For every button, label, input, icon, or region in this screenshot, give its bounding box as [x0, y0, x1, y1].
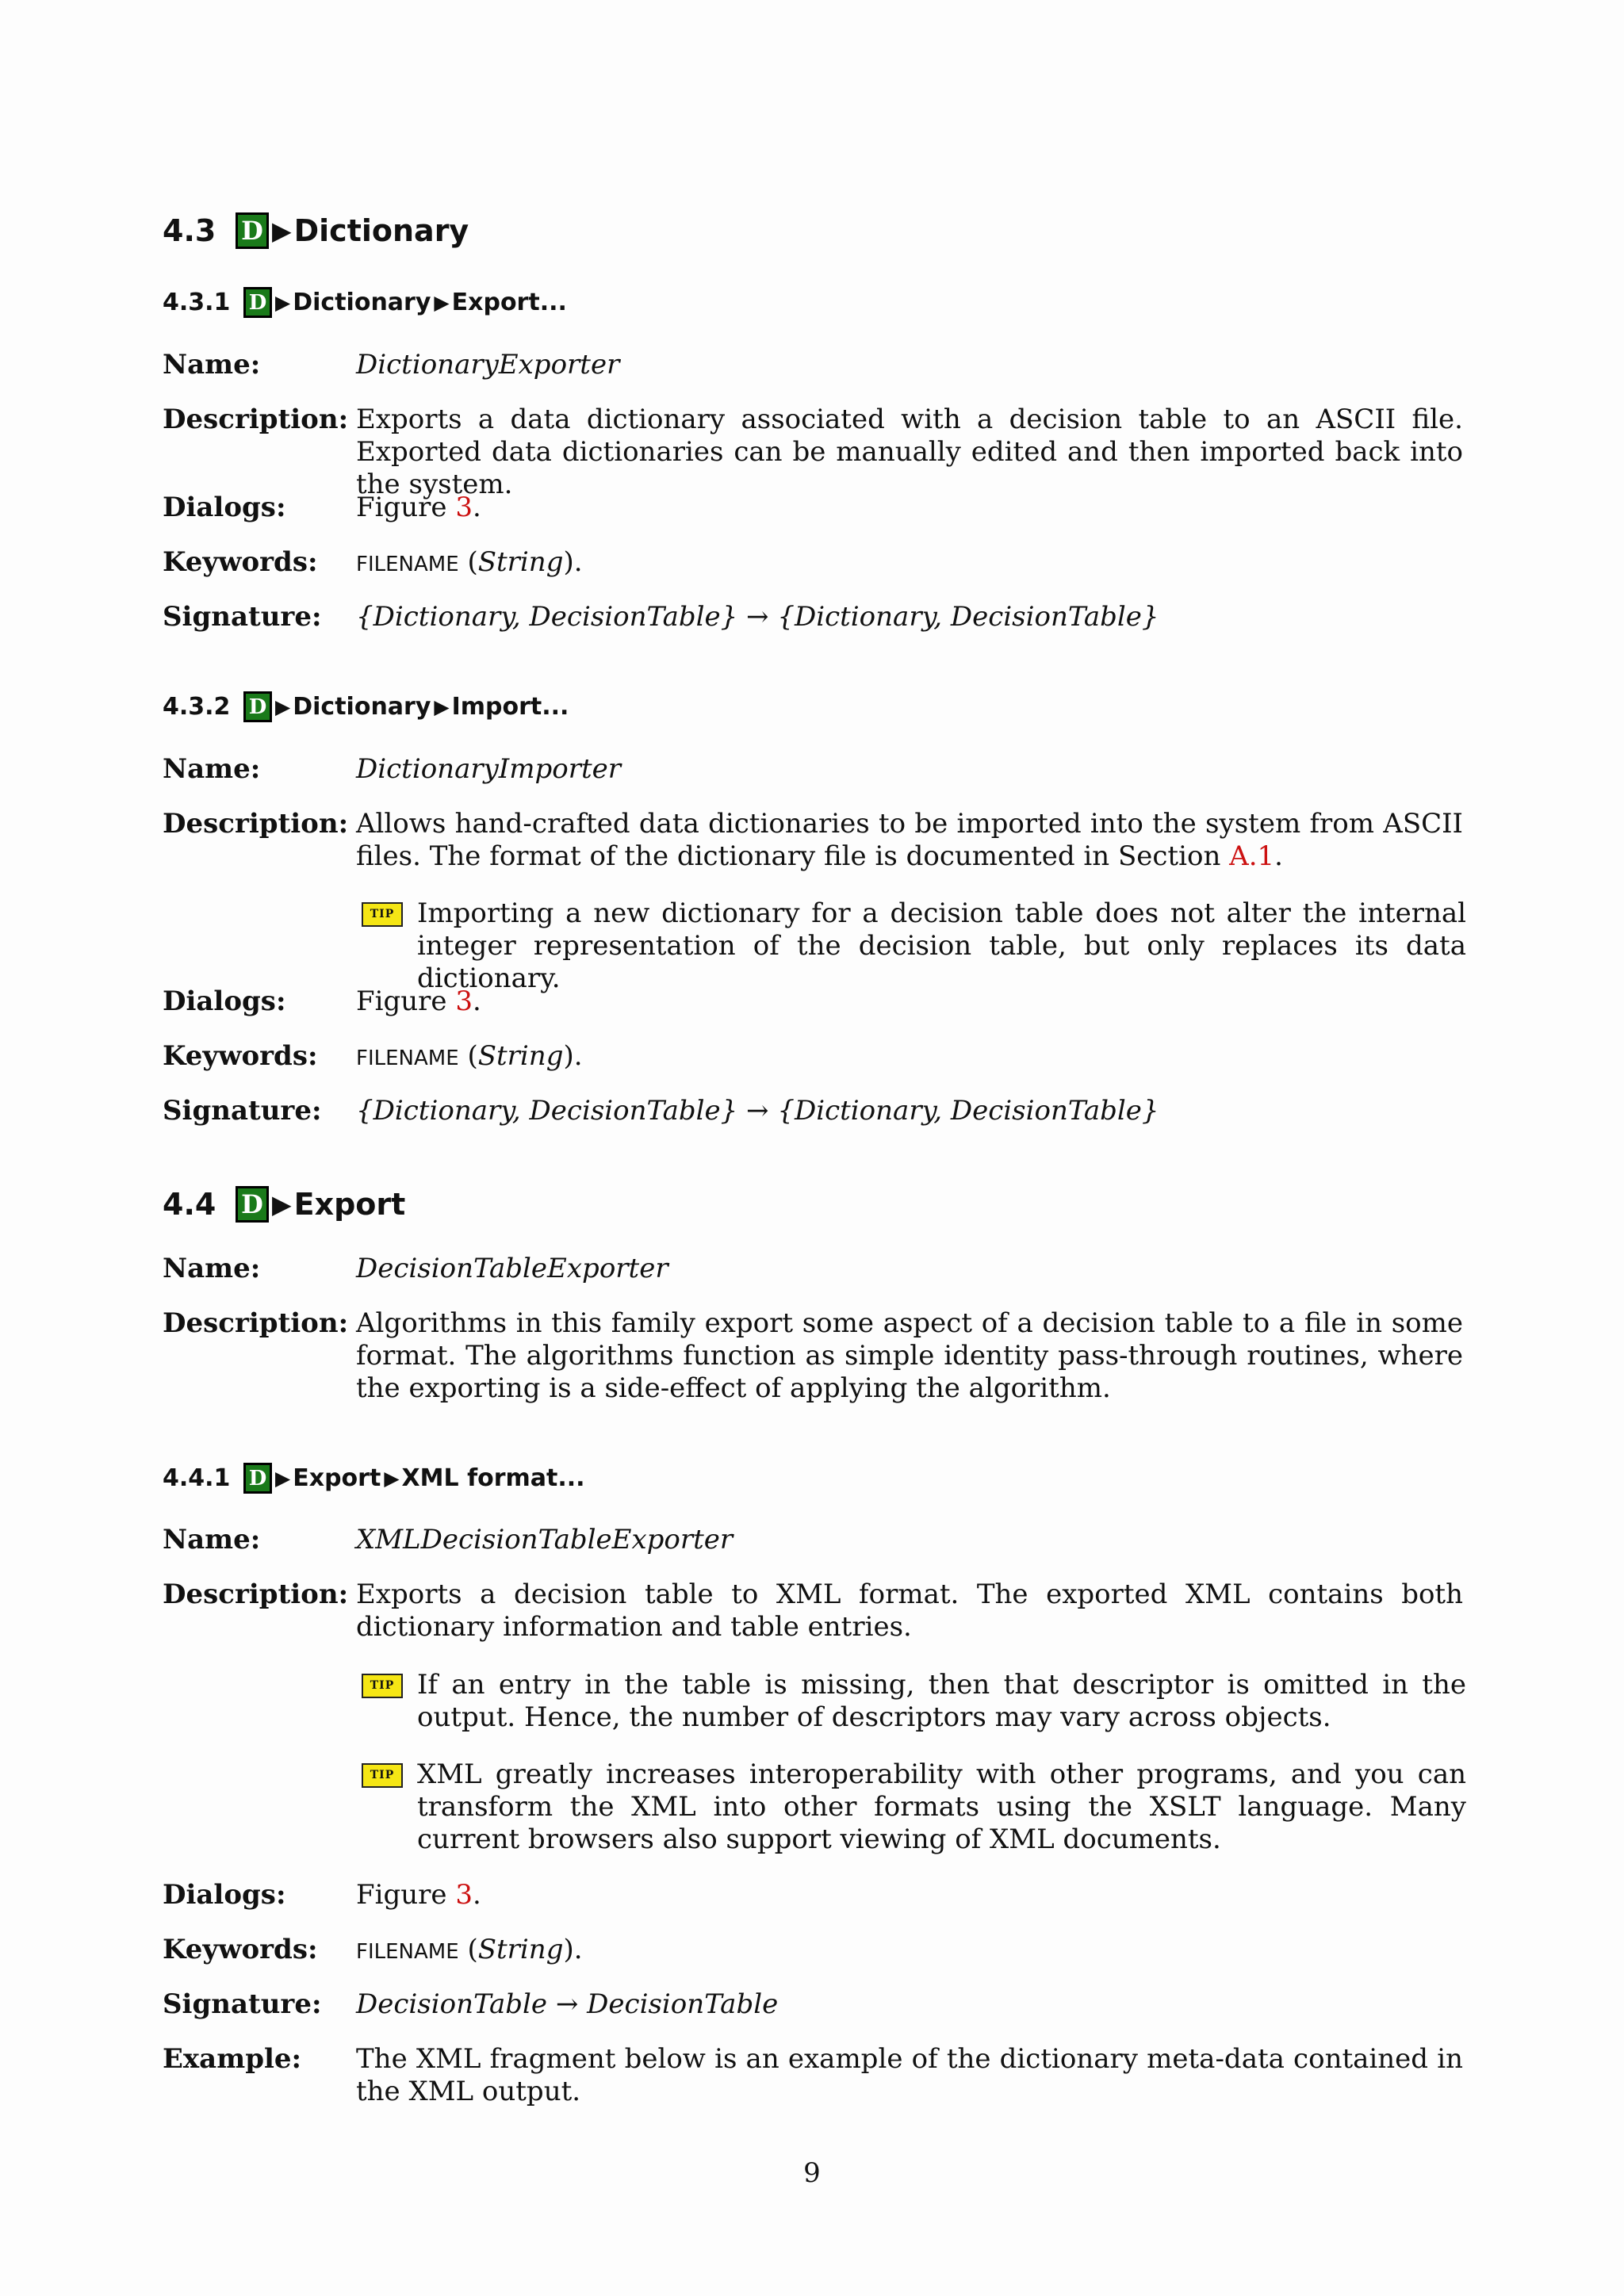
figure-link[interactable]: 3: [455, 492, 473, 523]
triangle-right-icon: ▶: [275, 695, 291, 718]
dialogs-text: Figure: [356, 492, 456, 523]
signature-text: DecisionTable → DecisionTable: [356, 1988, 779, 2020]
description-row: [163, 1578, 1463, 1644]
section-title: Dictionary: [293, 213, 469, 248]
keyword: FILENAME: [356, 1047, 459, 1070]
section-heading-4-4: [163, 1186, 405, 1223]
field-label: Signature:: [163, 1095, 322, 1127]
punctuation: .: [472, 985, 481, 1017]
name-row: [163, 1253, 1463, 1285]
tip-icon: TIP: [362, 902, 403, 927]
tip-note: [356, 1758, 1466, 1856]
description-text: Algorithms in this family export some aspect of a decision table to a file in some format. The algorithms function as simple identity pass-through routines, where the exporting is a side-effect of applying the algorithm.: [356, 1307, 1463, 1404]
name-row: [163, 1524, 1463, 1556]
tip-icon: TIP: [362, 1674, 403, 1698]
d-badge-icon: D: [243, 691, 272, 722]
triangle-right-icon: ▶: [275, 291, 291, 314]
section-link[interactable]: A.1: [1229, 840, 1275, 872]
punctuation: .: [472, 492, 481, 523]
signature-row: [163, 1095, 1463, 1127]
example-text: The XML fragment below is an example of the dictionary meta-data contained in the XML output.: [356, 2043, 1463, 2107]
punctuation: .: [472, 1879, 481, 1911]
signature-text: {Dictionary, DecisionTable} → {Dictionary, DecisionTable}: [356, 601, 1159, 633]
field-label: Description:: [163, 1307, 349, 1339]
d-badge-icon: D: [243, 287, 272, 318]
d-badge-icon: D: [236, 1186, 269, 1223]
tip-note: [356, 1669, 1466, 1734]
signature-row: [163, 1988, 1463, 2021]
field-label: Keywords:: [163, 1934, 318, 1965]
tip-note: [356, 897, 1466, 995]
field-label: Keywords:: [163, 546, 318, 578]
section-title-part: Export...: [451, 289, 567, 316]
field-label: Dialogs:: [163, 492, 286, 523]
field-label: Dialogs:: [163, 1879, 286, 1911]
algorithm-name: DictionaryExporter: [356, 349, 620, 381]
tip-text: Importing a new dictionary for a decision table does not alter the internal integer representation of the decision table, but only replaces its data dictionary.: [417, 897, 1466, 994]
signature-row: [163, 601, 1463, 633]
signature-text: {Dictionary, DecisionTable} → {Dictionary, DecisionTable}: [356, 1095, 1159, 1127]
name-row: [163, 753, 1463, 786]
description-row: [163, 808, 1463, 873]
figure-link[interactable]: 3: [455, 985, 473, 1017]
page-number: 9: [803, 2157, 821, 2189]
dialogs-text: Figure: [356, 1879, 456, 1911]
keyword-type: String: [477, 1934, 564, 1965]
keyword-type: String: [477, 546, 564, 578]
triangle-right-icon: ▶: [272, 1189, 292, 1219]
section-number: 4.4.1: [163, 1464, 231, 1492]
description-row: [163, 1307, 1463, 1405]
algorithm-name: DecisionTableExporter: [356, 1253, 668, 1284]
dialogs-row: [163, 492, 1463, 524]
section-heading-4-3-2: [163, 691, 569, 722]
keywords-row: Keywords: FILENAME (String).: [163, 1040, 1463, 1075]
section-heading-4-3: [163, 212, 469, 249]
section-number: 4.3.2: [163, 693, 231, 721]
field-label: Dialogs:: [163, 985, 286, 1017]
triangle-right-icon: ▶: [434, 695, 450, 718]
dialogs-text: Figure: [356, 985, 456, 1017]
field-label: Description:: [163, 1578, 349, 1610]
name-row: [163, 349, 1463, 381]
field-label: Description:: [163, 808, 349, 840]
section-number: 4.3: [163, 213, 216, 248]
field-label: Name:: [163, 753, 261, 785]
d-badge-icon: D: [243, 1463, 272, 1494]
dialogs-row: [163, 1879, 1463, 1911]
algorithm-name: XMLDecisionTableExporter: [356, 1524, 733, 1556]
description-text: Exports a data dictionary associated with a decision table to an ASCII file. Exported data dictionaries can be manually edited and then imported back into the system.: [356, 404, 1463, 500]
dialogs-row: [163, 985, 1463, 1018]
description-text: Exports a decision table to XML format. The exported XML contains both dictionary information and table entries.: [356, 1578, 1463, 1643]
d-badge-icon: D: [236, 212, 269, 249]
description-text: Allows hand-crafted data dictionaries to be imported into the system from ASCII files. The format of the dictionary file is documented in Section: [356, 808, 1463, 872]
tip-text: XML greatly increases interoperability with other programs, and you can transform the XML into other formats using the XSLT language. Many current browsers also support viewing of XML documents.: [417, 1758, 1466, 1855]
section-number: 4.3.1: [163, 289, 231, 316]
keyword: FILENAME: [356, 553, 459, 576]
keyword: FILENAME: [356, 1940, 459, 1964]
section-title: Export: [293, 1187, 406, 1222]
field-label: Name:: [163, 349, 261, 381]
tip-icon: TIP: [362, 1763, 403, 1788]
keyword-type: String: [477, 1040, 564, 1072]
field-label: Description:: [163, 404, 349, 435]
section-title-part: Import...: [451, 693, 569, 721]
section-heading-4-3-1: [163, 287, 567, 318]
triangle-right-icon: ▶: [272, 216, 292, 246]
figure-link[interactable]: 3: [455, 1879, 473, 1911]
section-title-part: Dictionary: [293, 289, 431, 316]
punctuation: .: [1274, 840, 1283, 872]
tip-text: If an entry in the table is missing, then that descriptor is omitted in the output. Hence, the number of descriptors may vary across objects.: [417, 1669, 1466, 1733]
section-title-part: Export: [293, 1464, 381, 1492]
example-row: [163, 2043, 1463, 2108]
keywords-row: Keywords: FILENAME (String).: [163, 1934, 1463, 1969]
field-label: Signature:: [163, 1988, 322, 2020]
keywords-row: Keywords: FILENAME (String).: [163, 546, 1463, 581]
field-label: Example:: [163, 2043, 302, 2075]
section-title-part: XML format...: [401, 1464, 585, 1492]
section-title-part: Dictionary: [293, 693, 431, 721]
triangle-right-icon: ▶: [275, 1467, 291, 1490]
algorithm-name: DictionaryImporter: [356, 753, 622, 785]
field-label: Keywords:: [163, 1040, 318, 1072]
field-label: Name:: [163, 1524, 261, 1556]
field-label: Signature:: [163, 601, 322, 633]
triangle-right-icon: ▶: [434, 291, 450, 314]
section-heading-4-4-1: [163, 1463, 585, 1494]
field-label: Name:: [163, 1253, 261, 1284]
triangle-right-icon: ▶: [384, 1467, 400, 1490]
description-row: [163, 404, 1463, 501]
section-number: 4.4: [163, 1187, 216, 1222]
